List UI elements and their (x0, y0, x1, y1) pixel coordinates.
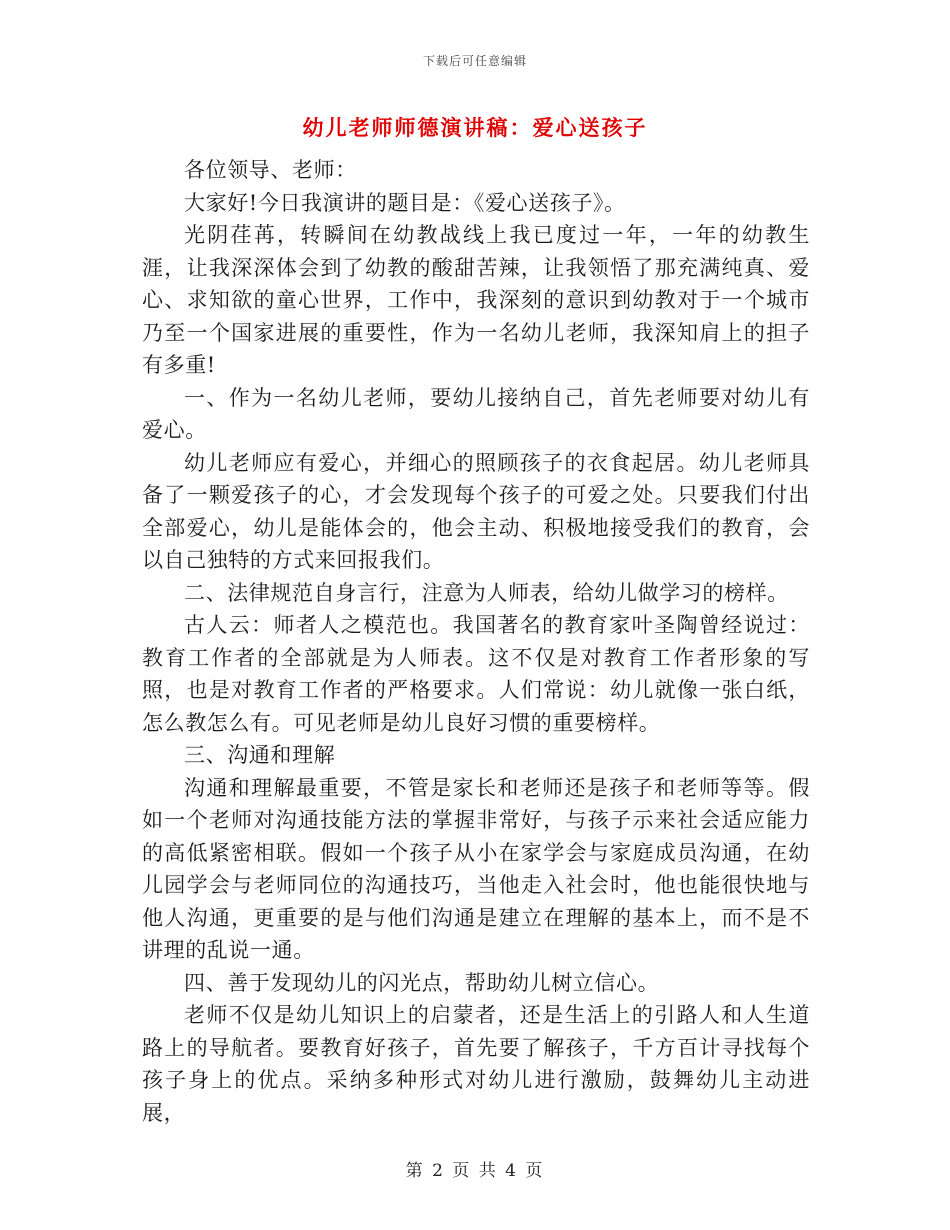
paragraph: 三、沟通和理解 (184, 743, 336, 767)
paragraph: 沟通和理解最重要，不管是家长和老师还是孩子和老师等等。假如一个老师对沟通技能方法的掌握非常好，与孩子示来社会适应能力的高低紧密相联。假如一个孩子从小在家学会与家庭成员沟通，在幼儿园学会与老师同位的沟通技巧，当他走入社会时，他也能很快地与他人沟通，更重要的是与他们沟通是建立在理解的基本上，而不是不讲理的乱说一通。 (142, 775, 810, 962)
header-note: 下载后可任意编辑 (422, 54, 527, 68)
paragraph: 大家好!今日我演讲的题目是：《爱心送孩子》。 (184, 190, 626, 215)
document-title: 幼儿老师师德演讲稿：爱心送孩子 (302, 116, 648, 140)
paragraph: 幼儿老师应有爱心，并细心的照顾孩子的衣食起居。幼儿老师具备了一颗爱孩子的心，才会发现每个孩子的可爱之处。只要我们付出全部爱心，幼儿是能体会的，他会主动、积极地接受我们的教育，会以自己独特的方式来回报我们。 (142, 450, 810, 572)
paragraph: 四、善于发现幼儿的闪光点，帮助幼儿树立信心。 (184, 970, 660, 995)
document-body (142, 154, 810, 1129)
paragraph: 古人云：师者人之模范也。我国著名的教育家叶圣陶曾经说过：教育工作者的全部就是为人师表。这不仅是对教育工作者形象的写照，也是对教育工作者的严格要求。人们常说：幼儿就像一张白纸，怎么教怎么有。可见老师是幼儿良好习惯的重要榜样。 (142, 613, 810, 735)
page-number-footer: 第 2 页 共 4 页 (405, 1161, 545, 1181)
paragraph: 各位领导、老师： (184, 158, 357, 182)
paragraph: 光阴荏苒，转瞬间在幼教战线上我已度过一年，一年的幼教生涯，让我深深体会到了幼教的酸甜苦辣，让我领悟了那充满纯真、爱心、求知欲的童心世界，工作中，我深刻的意识到幼教对于一个城市乃至一个国家进展的重要性，作为一名幼儿老师，我深知肩上的担子有多重! (142, 223, 810, 377)
paragraph: 一、作为一名幼儿老师，要幼儿接纳自己，首先老师要对幼儿有爱心。 (142, 385, 810, 442)
paragraph: 二、法律规范自身言行，注意为人师表，给幼儿做学习的榜样。 (184, 580, 789, 605)
paragraph: 老师不仅是幼儿知识上的启蒙者，还是生活上的引路人和人生道路上的导航者。要教育好孩子，首先要了解孩子，千方百计寻找每个孩子身上的优点。采纳多种形式对幼儿进行激励，鼓舞幼儿主动进展， (142, 1003, 810, 1125)
